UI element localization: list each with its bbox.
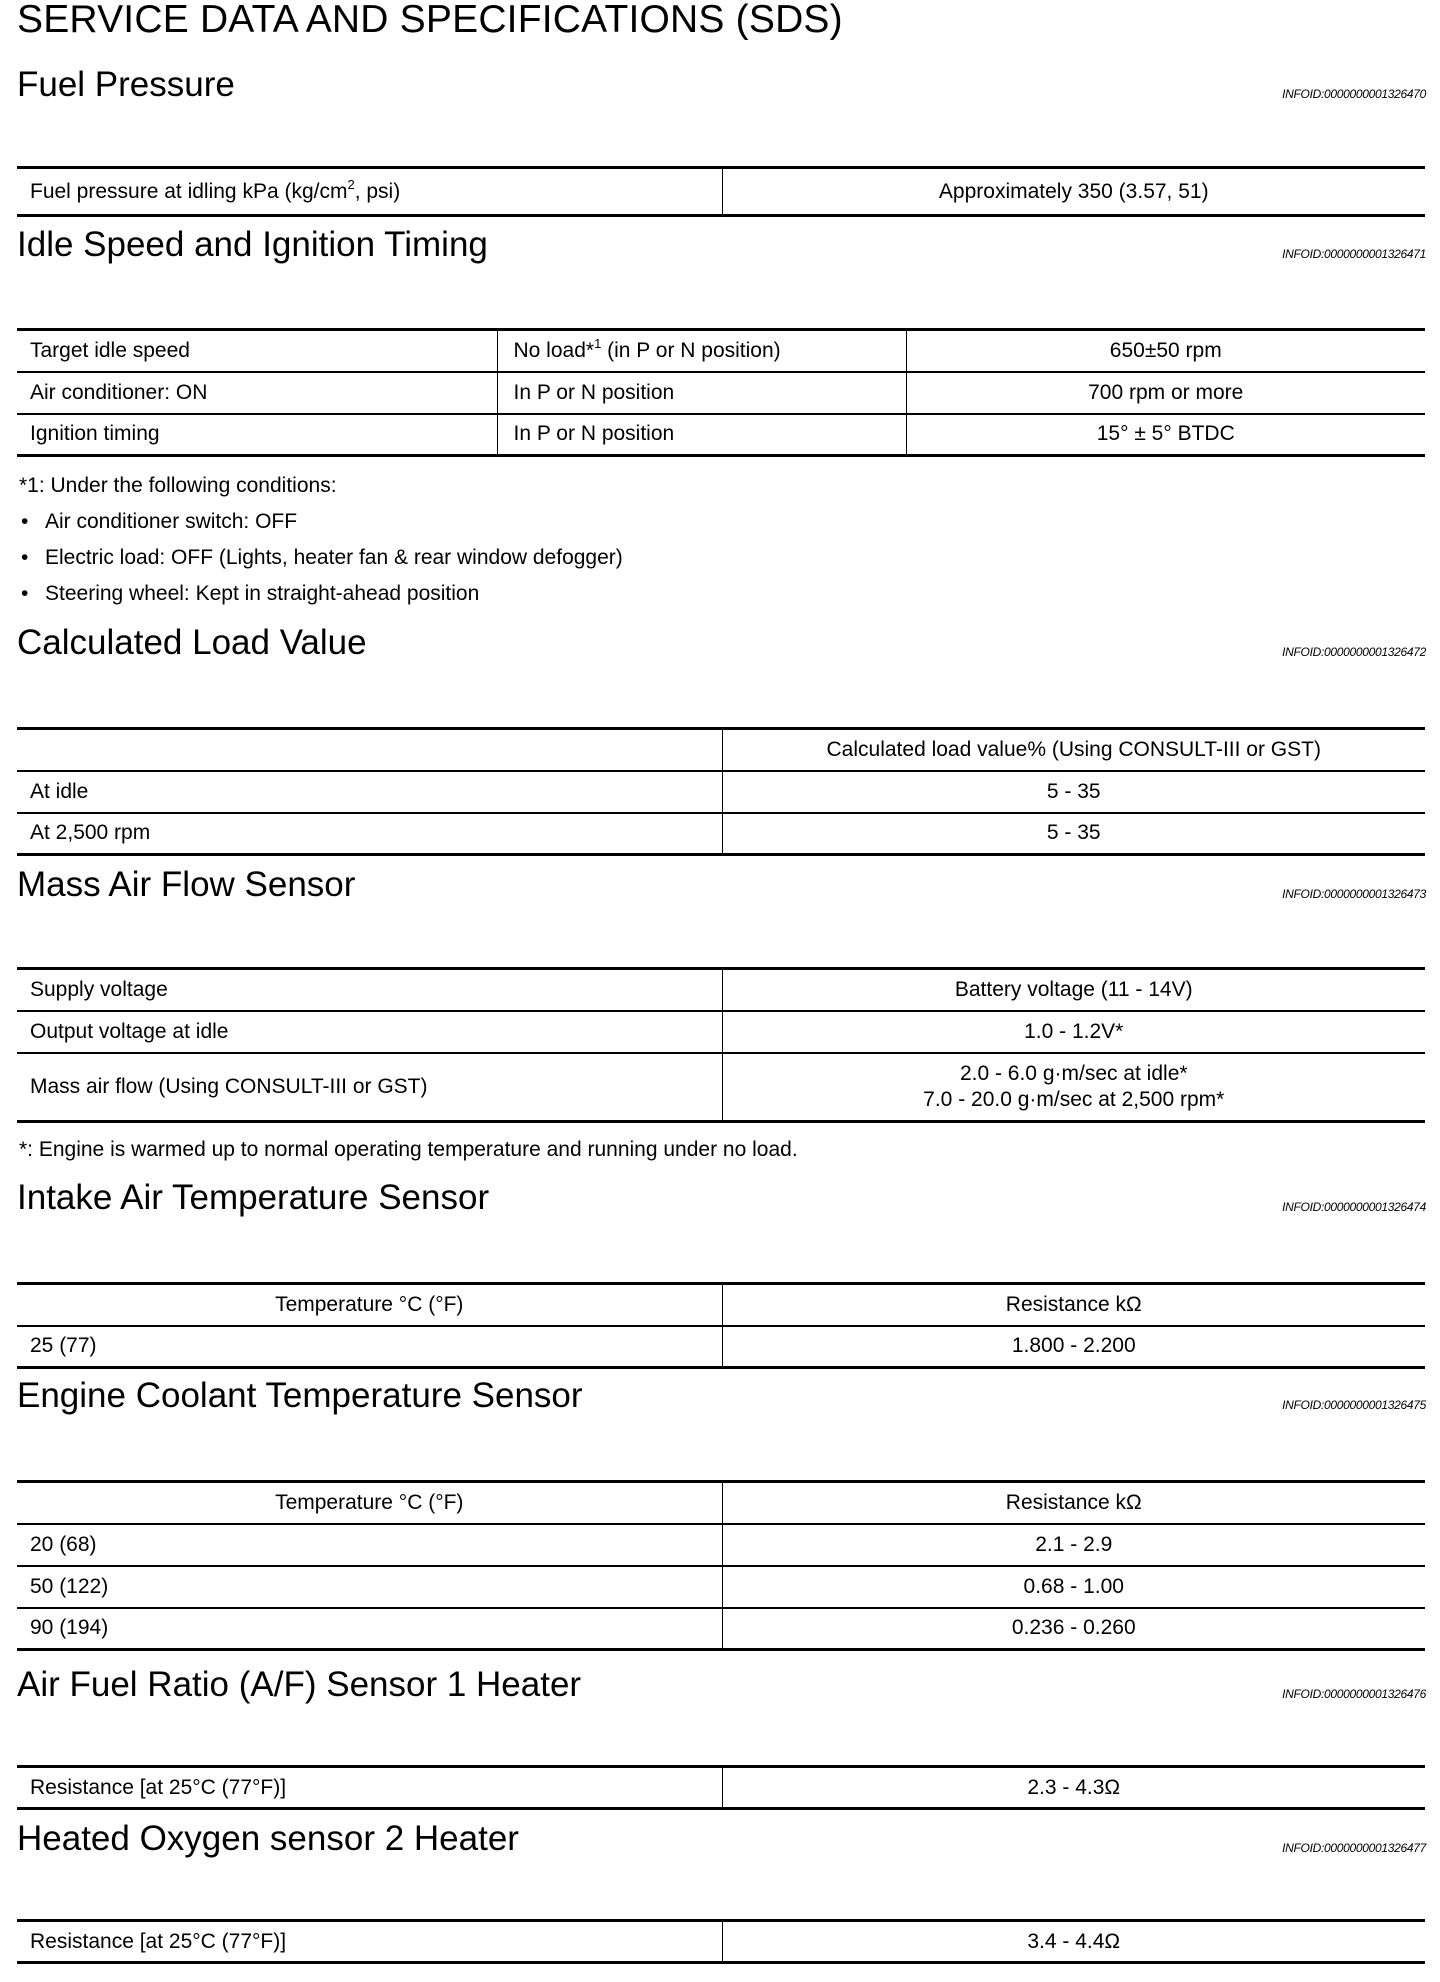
table-cell-value: 2.3 - 4.3Ω — [722, 1767, 1425, 1809]
list-item — [19, 576, 623, 612]
fuel-pressure-label: Fuel pressure at idling kPa (kg/cm — [30, 179, 348, 203]
bullet-icon: • — [21, 510, 29, 533]
iat-sensor-table — [17, 1282, 1425, 1369]
af-sensor-heater-table — [17, 1765, 1425, 1810]
section-title-calculated-load: Calculated Load Value — [17, 623, 367, 662]
table-cell-value — [722, 1053, 1425, 1122]
idle-speed-table — [17, 328, 1425, 457]
section-title-fuel-pressure: Fuel Pressure — [17, 65, 235, 104]
table-cell-temperature: 90 (194) — [17, 1608, 722, 1650]
table-row — [17, 969, 1425, 1011]
bullet-icon: • — [21, 546, 29, 569]
infoid-iat-sensor: INFOID:0000000001326474 — [1282, 1200, 1426, 1214]
table-cell-condition: In P or N position — [497, 414, 906, 456]
calculated-load-table — [17, 727, 1425, 856]
table-header-row — [17, 729, 1425, 771]
table-row — [17, 1566, 1425, 1608]
section-title-ho2s2-heater: Heated Oxygen sensor 2 Heater — [17, 1819, 519, 1858]
table-cell-resistance: 0.236 - 0.260 — [722, 1608, 1425, 1650]
table-header-value: Calculated load value% (Using CONSULT-III or GST) — [722, 729, 1425, 771]
table-cell-item: Supply voltage — [30, 977, 168, 1001]
infoid-fuel-pressure: INFOID:0000000001326470 — [1282, 87, 1426, 101]
table-header-row — [17, 1284, 1425, 1326]
table-header-row — [17, 1482, 1425, 1524]
list-item-text: Air conditioner switch: OFF — [45, 510, 298, 533]
condition-text: No load* — [513, 338, 595, 362]
table-cell-value: 15° ± 5° BTDC — [906, 414, 1425, 456]
table-cell-condition — [497, 330, 906, 372]
value-line: 7.0 - 20.0 g·m/sec at 2,500 rpm* — [923, 1087, 1225, 1111]
table-cell-value: Approximately 350 (3.57, 51) — [722, 168, 1425, 216]
section-title-maf-sensor: Mass Air Flow Sensor — [17, 865, 356, 904]
table-cell-value: 650±50 rpm — [906, 330, 1425, 372]
table-cell-condition: At 2,500 rpm — [17, 813, 722, 855]
table-cell-condition: In P or N position — [497, 372, 906, 414]
table-cell-value: 700 rpm or more — [906, 372, 1425, 414]
table-cell-value: 5 - 35 — [722, 813, 1425, 855]
table-row — [17, 414, 1425, 456]
maf-sensor-table — [17, 967, 1425, 1123]
table-cell-resistance: 1.800 - 2.200 — [722, 1326, 1425, 1368]
infoid-af-sensor-heater: INFOID:0000000001326476 — [1282, 1687, 1426, 1701]
table-row — [17, 1524, 1425, 1566]
table-row — [17, 1053, 1425, 1122]
table-cell-label — [17, 168, 722, 216]
maf-sensor-note: *: Engine is warmed up to normal operating temperature and running under no load. — [19, 1138, 798, 1161]
table-row — [17, 168, 1425, 216]
table-cell-item: Target idle speed — [30, 338, 190, 362]
table-header-resistance: Resistance kΩ — [722, 1284, 1425, 1326]
table-row — [17, 372, 1425, 414]
table-cell-item: Ignition timing — [17, 414, 497, 456]
list-item — [19, 540, 623, 576]
infoid-ect-sensor: INFOID:0000000001326475 — [1282, 1398, 1426, 1412]
table-cell-item: Resistance [at 25°C (77°F)] — [30, 1929, 287, 1953]
table-row — [17, 330, 1425, 372]
list-item-text: Electric load: OFF (Lights, heater fan & rear window defogger) — [45, 546, 623, 569]
table-cell-value: 3.4 - 4.4Ω — [722, 1921, 1425, 1963]
infoid-maf-sensor: INFOID:0000000001326473 — [1282, 887, 1426, 901]
ho2s2-heater-table — [17, 1919, 1425, 1964]
infoid-calculated-load: INFOID:0000000001326472 — [1282, 645, 1426, 659]
table-cell-resistance: 0.68 - 1.00 — [722, 1566, 1425, 1608]
ect-sensor-table — [17, 1480, 1425, 1651]
table-row — [17, 813, 1425, 855]
table-header-resistance: Resistance kΩ — [722, 1482, 1425, 1524]
table-cell-item: Mass air flow (Using CONSULT-III or GST) — [17, 1053, 722, 1122]
table-header-temperature: Temperature °C (°F) — [275, 1292, 464, 1316]
value-line: 2.0 - 6.0 g·m/sec at idle* — [959, 1061, 1188, 1085]
notes-heading: *1: Under the following conditions: — [19, 474, 337, 497]
table-row — [17, 1011, 1425, 1053]
table-cell-temperature: 50 (122) — [17, 1566, 722, 1608]
infoid-ho2s2-heater: INFOID:0000000001326477 — [1282, 1841, 1426, 1855]
bullet-icon: • — [21, 582, 29, 605]
infoid-idle-speed: INFOID:0000000001326471 — [1282, 247, 1426, 261]
table-cell-value: 5 - 35 — [722, 771, 1425, 813]
superscript: 1 — [594, 335, 602, 351]
section-title-ect-sensor: Engine Coolant Temperature Sensor — [17, 1376, 583, 1415]
page-title: SERVICE DATA AND SPECIFICATIONS (SDS) — [17, 0, 843, 41]
table-cell-item: Air conditioner: ON — [17, 372, 497, 414]
superscript: 2 — [347, 176, 355, 192]
table-cell-value: Battery voltage (11 - 14V) — [722, 969, 1425, 1011]
table-row — [17, 1767, 1425, 1809]
fuel-pressure-table — [17, 166, 1425, 217]
table-cell-value: 1.0 - 1.2V* — [722, 1011, 1425, 1053]
fuel-pressure-label-tail: , psi) — [354, 179, 401, 203]
table-cell-resistance: 2.1 - 2.9 — [722, 1524, 1425, 1566]
table-header-temperature: Temperature °C (°F) — [275, 1490, 464, 1514]
table-cell-temperature: 25 (77) — [17, 1326, 722, 1368]
section-title-af-sensor-heater: Air Fuel Ratio (A/F) Sensor 1 Heater — [17, 1665, 582, 1704]
list-item — [19, 504, 623, 540]
section-title-iat-sensor: Intake Air Temperature Sensor — [17, 1178, 490, 1217]
table-cell-condition: At idle — [17, 771, 722, 813]
section-title-idle-speed: Idle Speed and Ignition Timing — [17, 225, 488, 264]
table-row — [17, 771, 1425, 813]
table-row — [17, 1921, 1425, 1963]
table-header-condition — [17, 729, 722, 771]
table-cell-temperature: 20 (68) — [17, 1524, 722, 1566]
condition-tail: (in P or N position) — [601, 338, 781, 362]
table-row — [17, 1608, 1425, 1650]
table-cell-item: Output voltage at idle — [17, 1011, 722, 1053]
idle-speed-notes — [19, 468, 623, 612]
list-item-text: Steering wheel: Kept in straight-ahead position — [45, 582, 480, 605]
table-row — [17, 1326, 1425, 1368]
table-cell-item: Resistance [at 25°C (77°F)] — [30, 1775, 287, 1799]
